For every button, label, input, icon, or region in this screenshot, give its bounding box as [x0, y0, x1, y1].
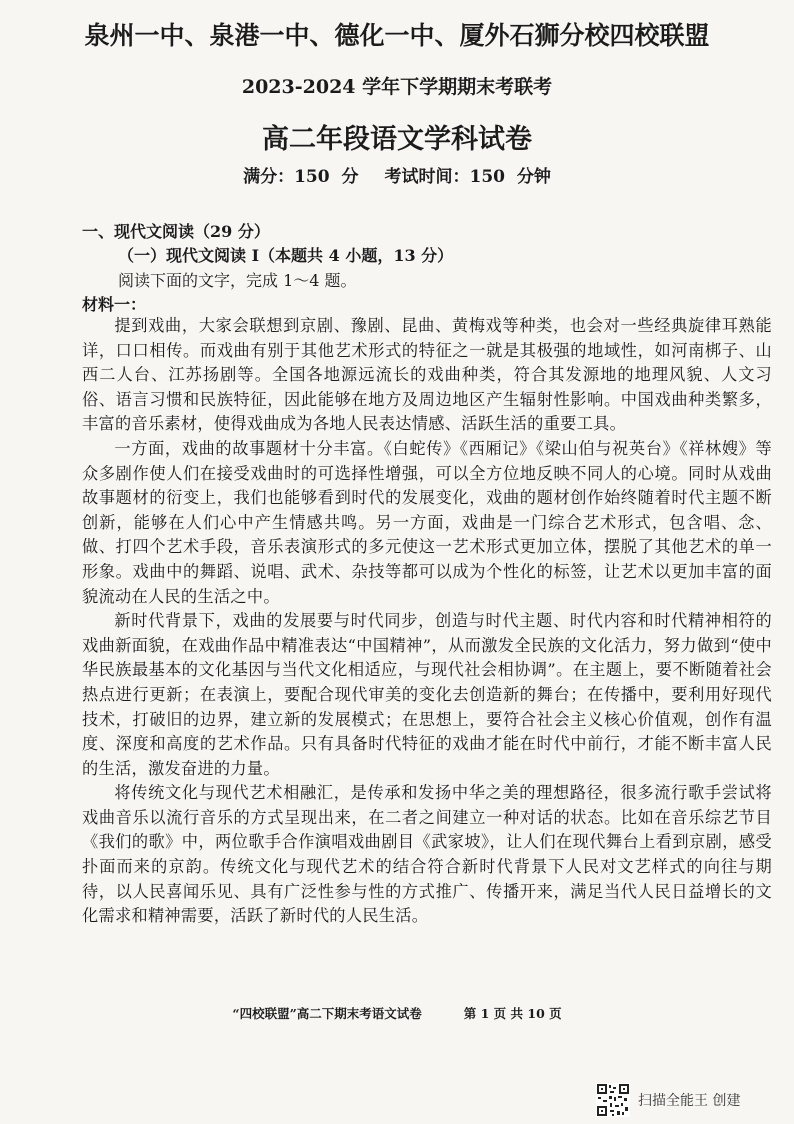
page-number: 第 1 页 共 10 页 [463, 1006, 562, 1021]
score-time-line [0, 162, 794, 187]
footer-exam-name: “四校联盟”高二下期末考语文试卷 [232, 1006, 422, 1021]
paper-title: 高二年段语文学科试卷 [262, 124, 532, 155]
scanner-app-label: 扫描全能王 创建 [638, 1093, 741, 1109]
section-heading: 一、现代文阅读（29 分） [82, 222, 270, 241]
passage-body [82, 314, 772, 929]
paragraph: 一方面，戏曲的故事题材十分丰富。《白蛇传》《西厢记》《梁山伯与祝英台》《祥林嫂》等众多剧作使人们在接受戏曲时的可选择性增强，可以全方位地反映不同人的心境。同时从戏曲故事题材的衍变上，我们也能够看到时代的发展变化，戏曲的题材创作始终随着时代主题不断创新，能够在人们心中产生情感共鸣。另一方面，戏曲是一门综合艺术形式，包含唱、念、做、打四个艺术手段，音乐表演形式的多元使这一艺术形式更加立体，摆脱了其他艺术的单一形象。戏曲中的舞蹈、说唱、武术、杂技等都可以成为个性化的标签，让艺术以更加丰富的面貌流动在人民的生活之中。 [82, 438, 772, 606]
paragraph: 新时代背景下，戏曲的发展要与时代同步，创造与时代主题、时代内容和时代精神相符的戏曲新面貌，在戏曲作品中精准表达“中国精神”，从而激发全民族的文化活力，努力做到“使中华民族最基本的文化基因与当代文化相适应，与现代社会相协调”。在主题上，要不断随着社会热点进行更新；在表演上，要配合现代审美的变化去创造新的舞台；在传播中，要利用好现代技术，打破旧的边界，建立新的发展模式；在思想上，要符合社会主义核心价值观，创作有温度、深度和高度的艺术作品。只有具备时代特征的戏曲才能在时代中前行，才能不断丰富人民的生活，激发奋进的力量。 [82, 611, 772, 778]
qr-code-icon [596, 1083, 630, 1117]
reading-instruction: 阅读下面的文字，完成 1～4 题。 [118, 271, 357, 290]
paragraph: 将传统文化与现代艺术相融汇，是传承和发扬中华之美的理想路径，很多流行歌手尝试将戏曲音乐以流行音乐的方式呈现出来，在二者之间建立一种对话的状态。比如在音乐综艺节目《我们的歌》中，两位歌手合作演唱戏曲剧目《武家坡》，让人们在现代舞台上看到京剧，感受扑面而来的京韵。传统文化与现代艺术的结合符合新时代背景下人民对文艺样式的向往与期待，以人民喜闻乐见、具有广泛性参与性的方式推广、传播开来，满足当代人民日益增长的文化需求和精神需要，活跃了新时代的人民生活。 [82, 783, 772, 926]
exam-duration: 考试时间：150 分钟 [384, 167, 551, 187]
school-alliance-title: 泉州一中、泉港一中、德化一中、厦外石狮分校四校联盟 [84, 21, 710, 50]
exam-term-title: 2023-2024 学年下学期期末考联考 [241, 76, 553, 98]
sub-section-heading: （一）现代文阅读 Ⅰ（本题共 4 小题，13 分） [118, 246, 454, 265]
page-footer [0, 1004, 794, 1022]
paragraph: 提到戏曲，大家会联想到京剧、豫剧、昆曲、黄梅戏等种类，也会对一些经典旋律耳熟能详，口口相传。而戏曲有别于其他艺术形式的特征之一就是其极强的地域性，如河南梆子、山西二人台、江苏扬剧等。全国各地源远流长的戏曲种类，符合其发源地的地理风貌、人文习俗、语言习惯和民族特征，因此能够在地方及周边地区产生辐射性影响。中国戏曲种类繁多，丰富的音乐素材，使得戏曲成为各地人民表达情感、活跃生活的重要工具。 [82, 316, 772, 434]
full-score: 满分：150 分 [243, 167, 359, 187]
material-label: 材料一： [82, 295, 147, 314]
scanner-watermark [596, 1083, 740, 1117]
